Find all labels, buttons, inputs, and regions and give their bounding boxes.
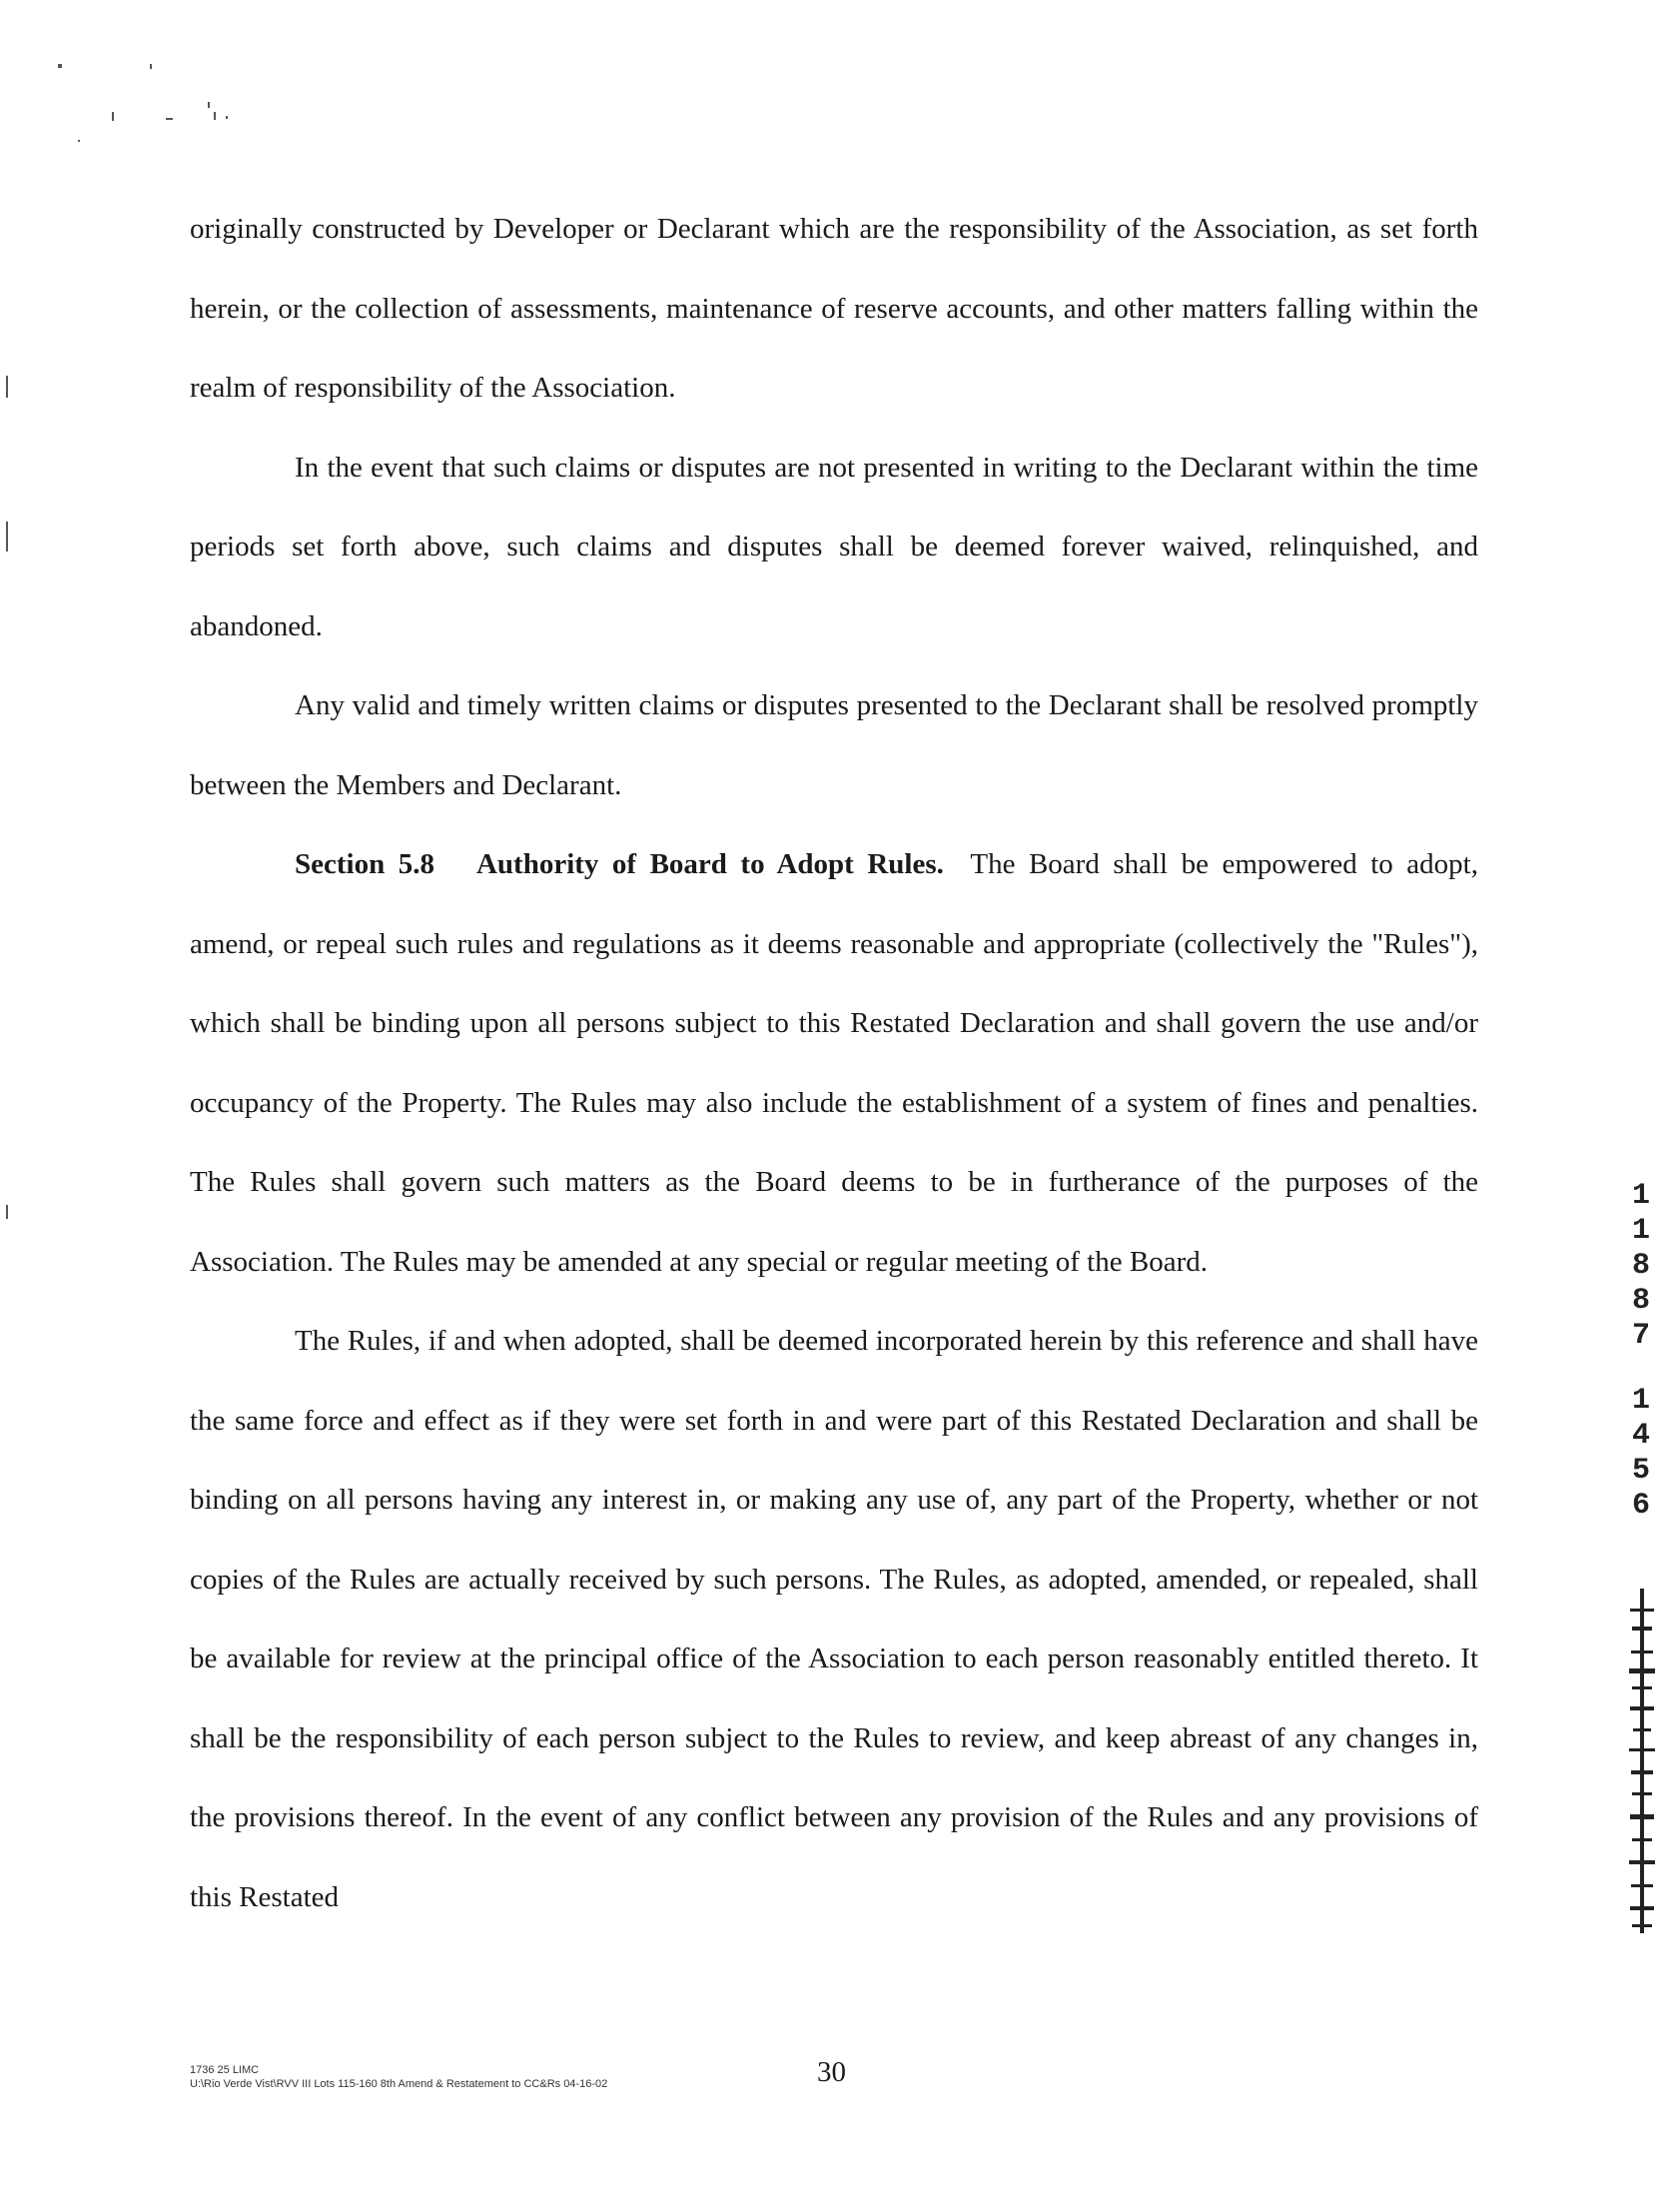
stamp-digit: 6 [1631,1489,1650,1523]
scan-artifact [6,522,8,551]
paragraph: Any valid and timely written claims or disputes presented to the Declarant shall be resolved promptly between the Members and Declarant. [190,689,1478,801]
stamp-digit: 1 [1631,1214,1650,1248]
scan-artifact [6,1205,8,1219]
scan-artifact [166,118,173,120]
stamp-digit: 8 [1631,1284,1650,1318]
recording-barcode [1626,1589,1658,1933]
stamp-digit: 4 [1631,1419,1650,1453]
stamp-digit: 8 [1631,1249,1650,1283]
body-text [190,190,1478,1937]
scan-artifact [112,112,114,121]
section-text: The Board shall be empowered to adopt, amend, or repeal such rules and regulations as it deems reasonable and appropriate (collectively the "Rules"), which shall be binding upon all persons subject to this Restated Declaration and shall govern the use and/or occupancy of the Property. The Rules may also include the establishment of a system of fines and penalties. The Rules shall govern such matters as the Board deems to be in furtherance of the purposes of the Association. The Rules may be amended at any special or regular meeting of the Board. [190,848,1478,1278]
stamp-digit: 1 [1631,1384,1650,1418]
footer-file-info [190,2063,607,2091]
paragraph: The Rules, if and when adopted, shall be deemed incorporated herein by this reference and shall have the same force and effect as if they were set forth in and were part of this Restated Declaration and shall be binding on all persons having any interest in, or making any use of, any part of the Property, whether or not copies of the Rules are actually received by such persons. The Rules, as adopted, amended, or repealed, shall be available for review at the principal office of the Association to each person reasonably entitled thereto. It shall be the responsibility of each person subject to the Rules to review, and keep abreast of any changes in, the provisions thereof. In the event of any conflict between any provision of the Rules and any provisions of this Restated [190,1325,1478,1913]
scan-artifact [214,112,216,120]
scan-artifact [78,140,80,142]
stamp-digit: 1 [1631,1179,1650,1213]
footer-doc-code: 1736 25 LIMC [190,2064,260,2076]
scan-artifact [150,64,152,69]
stamp-digit: 5 [1631,1454,1650,1488]
scan-artifact [226,116,228,119]
section-number: Section 5.8 [295,848,434,880]
page-number: 30 [817,2056,846,2088]
paragraph: In the event that such claims or disputes are not presented in writing to the Declarant within the time periods set forth above, such claims and disputes shall be deemed forever waived, relinquished, and abandoned. [190,451,1478,642]
footer-file-path: U:\Rio Verde Vist\RVV III Lots 115-160 8th Amend & Restatement to CC&Rs 04-16-02 [190,2078,608,2090]
section-paragraph [190,825,1478,1302]
section-title: Authority of Board to Adopt Rules. [475,848,944,880]
stamp-digit: 7 [1631,1319,1650,1353]
paragraph: originally constructed by Developer or Declarant which are the responsibility of the Association, as set forth herein, or the collection of assessments, maintenance of reserve accounts, and other matters falling within the realm of responsibility of the Association. [190,213,1478,404]
scan-artifact [58,64,62,68]
scan-artifact [6,376,8,398]
recording-number-stamp [1626,1179,1656,1524]
scan-artifact [208,102,210,108]
